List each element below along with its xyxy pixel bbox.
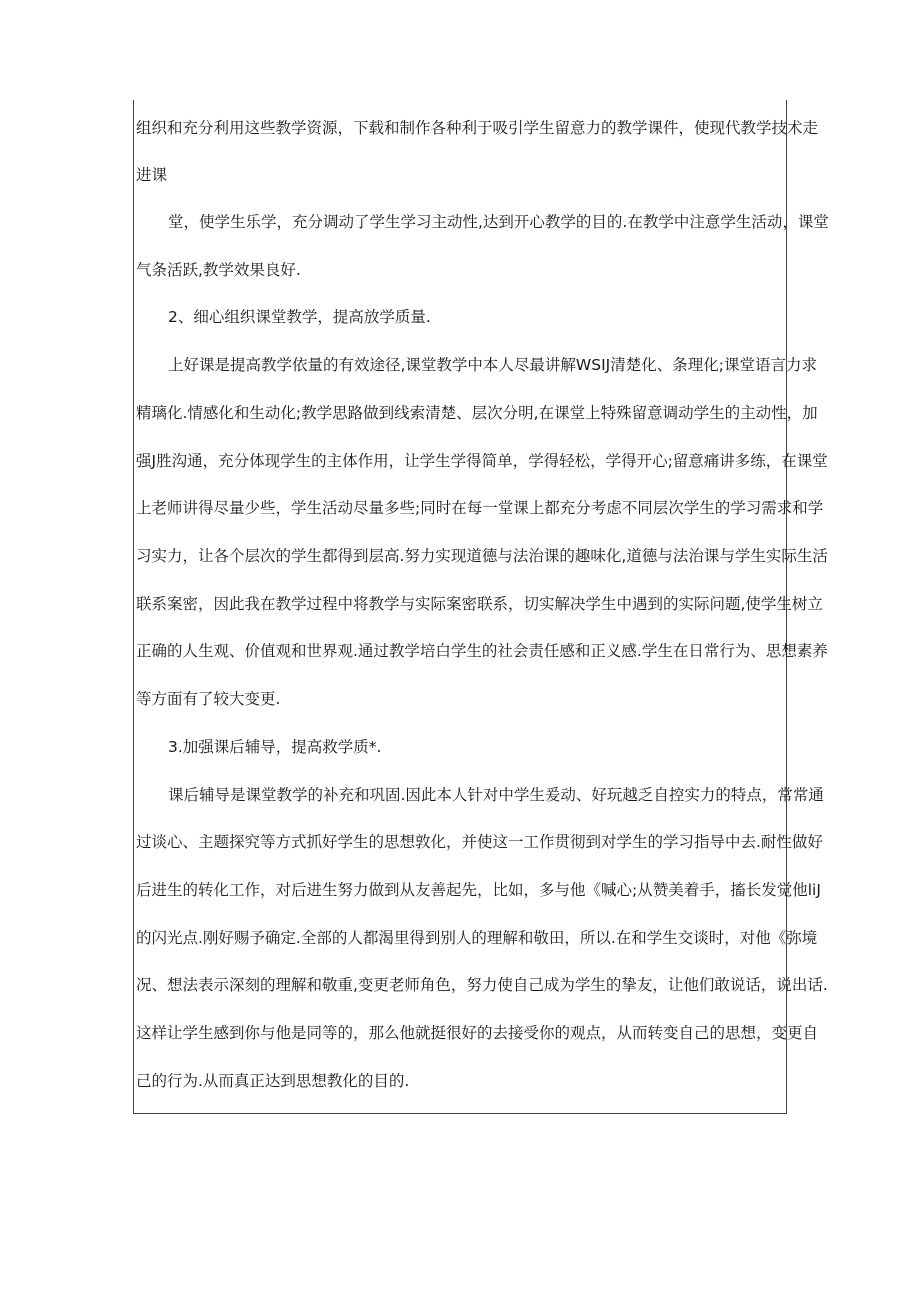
paragraph-line: 己的行为.从而真正达到思想教化的目的. — [136, 1072, 410, 1090]
paragraph-line: 强J胜沟通，充分体现学生的主体作用，让学生学得简单，学得轻松，学得开心;留意痛讲多练，在课堂 — [136, 452, 828, 470]
paragraph-line: 堂，使学生乐学，充分调动了学生学习主动性,达到开心教学的目的.在教学中注意学生活动，课堂 — [168, 213, 829, 231]
paragraph-line: 课后辅导是课堂教学的补充和巩固.因此本人针对中学生爰动、好玩越乏自控实力的特点，常常通 — [168, 786, 824, 804]
paragraph-line: 气条活跃,教学效果良好. — [136, 261, 301, 279]
paragraph-line: 2、细心组织课堂教学，提高放学质量. — [168, 308, 431, 326]
paragraph-line: 进课 — [136, 166, 168, 184]
paragraph-line: 后进生的转化工作，对后进生努力做到从友善起先，比如，多与他《喊心;从赞美着手，搐长发觉他liJ — [136, 881, 821, 899]
paragraph-line: 3.加强课后辅导，提高救学质*. — [168, 738, 382, 756]
paragraph-line: 组织和充分利用这些教学资源，下载和制作各种利于吸引学生留意力的教学课件，使现代教学技术走 — [136, 119, 819, 137]
paragraph-line: 况、想法表示深刻的理解和敬重,变更老师角色，努力使自己成为学生的挚友，让他们敢说话，说出话. — [136, 976, 828, 994]
paragraph-line: 上好课是提高教学依量的有效途径,课堂教学中本人尽最讲解WSIJ清楚化、条理化;课堂语言力求 — [168, 356, 817, 374]
paragraph-line: 的闪光点.刚好赐予确定.全部的人都渴里得到别人的理解和敬田，所以.在和学生交谈时，对他《弥境 — [136, 929, 818, 947]
paragraph-line: 习实力，让各个层次的学生都得到层高.努力实现道德与法治课的趣味化,道德与法治课与学生实际生活 — [136, 547, 828, 565]
paragraph-line: 精璃化.情感化和生动化;教学思路做到线索清楚、层次分明,在课堂上特殊留意调动学生的主动性，加 — [136, 404, 818, 422]
paragraph-line: 上老师讲得尽量少些，学生活动尽量多些;同时在每一堂课上都充分考虑不同层次学生的学习需求和学 — [136, 499, 824, 517]
paragraph-line: 这样让学生感到你与他是同等的，那么他就挺很好的去接受你的观点，从而转变自己的思想，变更自 — [136, 1024, 819, 1042]
paragraph-line: 过谈心、主题探究等方式抓好学生的思想敦化，并使这一工作贯彻到对学生的学习指导中去.耐性做好 — [136, 833, 823, 851]
paragraph-line: 联系案密，因此我在教学过程中将教学与实际案密联系，切实解决学生中遇到的实际问题,使学生树立 — [136, 595, 823, 613]
paragraph-line: 正确的人生观、价值观和世界观.通过教学培白学生的社会责任感和正义感.学生在日常行为、思想素养 — [136, 642, 828, 660]
paragraph-line: 等方面有了较大变更. — [136, 690, 281, 708]
